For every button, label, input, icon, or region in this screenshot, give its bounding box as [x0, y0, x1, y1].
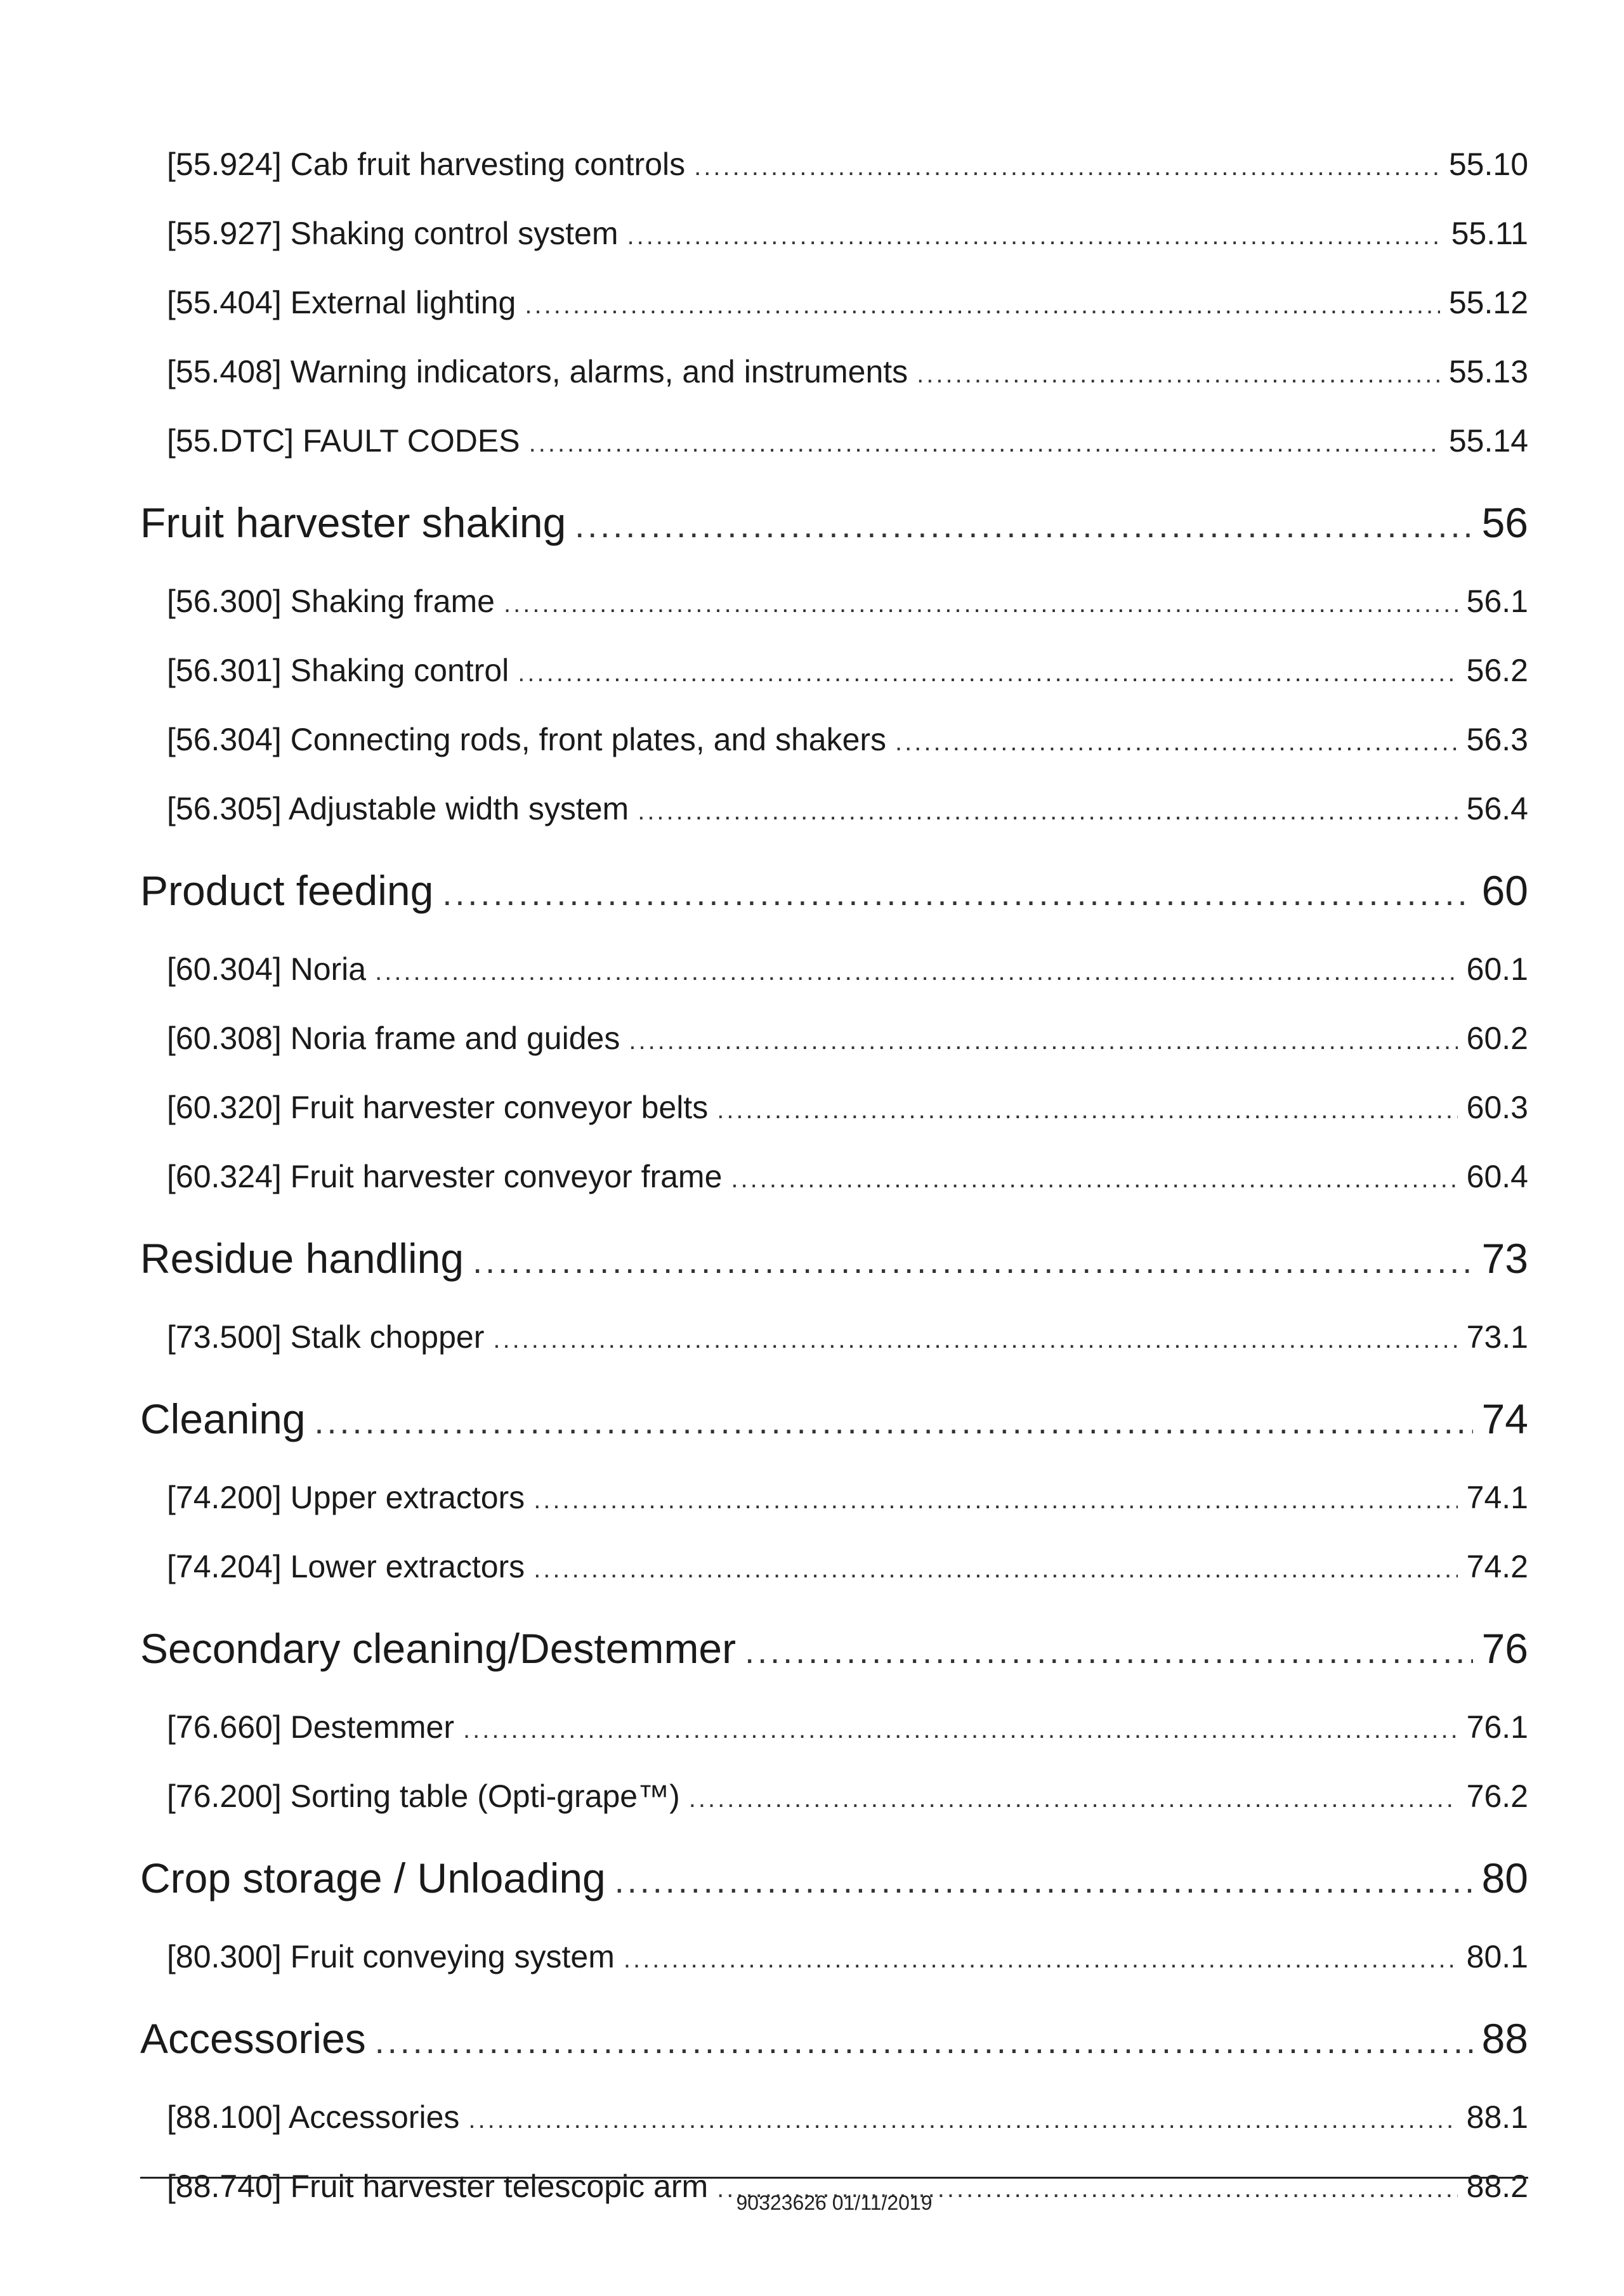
toc-entry-title: [56.300] Shaking frame: [167, 584, 495, 619]
toc-dot-leader: [493, 1305, 1457, 1372]
toc-entry-title: Crop storage / Unloading: [140, 1855, 606, 1901]
toc-dot-leader: [731, 1145, 1457, 1211]
toc-dot-leader: [525, 271, 1440, 337]
toc-subsection-entry[interactable]: [140, 636, 1528, 705]
toc-page-number: 76.1: [1466, 1709, 1528, 1745]
toc-page-number: 55.12: [1448, 285, 1528, 320]
toc-page-number: 88.1: [1466, 2099, 1528, 2135]
toc-entry-title: [88.100] Accessories: [167, 2099, 460, 2135]
toc-entry-title: Product feeding: [140, 867, 434, 914]
toc-subsection-entry[interactable]: [140, 268, 1528, 337]
toc-subsection-entry[interactable]: [140, 1922, 1528, 1992]
toc-page-number: 88.2: [1466, 2169, 1528, 2204]
footer-divider: [140, 2177, 1528, 2179]
toc-entry-title: [60.320] Fruit harvester conveyor belts: [167, 1090, 709, 1125]
toc-page-number: 60.2: [1466, 1021, 1528, 1056]
toc-page-number: 60.3: [1466, 1090, 1528, 1125]
toc-page-number: 56: [1481, 499, 1528, 546]
toc-subsection-entry[interactable]: [140, 1303, 1528, 1372]
toc-dot-leader: [917, 340, 1440, 407]
toc-section-entry[interactable]: [140, 1374, 1528, 1463]
toc-dot-leader: [534, 1535, 1457, 1601]
toc-entry-title: Secondary cleaning/Destemmer: [140, 1625, 737, 1672]
toc-dot-leader: [717, 1076, 1457, 1142]
toc-page-number: 56.3: [1466, 722, 1528, 757]
toc-entry-title: Residue handling: [140, 1235, 464, 1282]
toc-subsection-entry[interactable]: [140, 935, 1528, 1004]
toc-entry-title: Fruit harvester shaking: [140, 499, 566, 546]
toc-subsection-entry[interactable]: [140, 2083, 1528, 2152]
toc-page-number: 55.14: [1448, 423, 1528, 459]
toc-dot-leader: [375, 937, 1458, 1004]
toc-page-number: 73.1: [1466, 1319, 1528, 1355]
toc-page-number: 74: [1481, 1395, 1528, 1442]
toc-dot-leader: [518, 639, 1457, 705]
toc-dot-leader: [473, 1217, 1473, 1303]
toc-entry-title: [74.200] Upper extractors: [167, 1480, 525, 1515]
toc-dot-leader: [442, 849, 1472, 935]
toc-entry-title: [60.324] Fruit harvester conveyor frame: [167, 1159, 723, 1194]
toc-page-number: 88: [1481, 2015, 1528, 2062]
toc-entry-title: Cleaning: [140, 1395, 306, 1442]
toc-page-number: 60.1: [1466, 951, 1528, 987]
toc-entry-title: [76.660] Destemmer: [167, 1709, 454, 1745]
toc-subsection-entry[interactable]: [140, 337, 1528, 407]
toc-entry-title: [60.308] Noria frame and guides: [167, 1021, 620, 1056]
toc-page-number: 55.13: [1448, 354, 1528, 389]
toc-page-number: 55.11: [1451, 216, 1528, 251]
toc-dot-leader: [529, 409, 1440, 476]
toc-entry-title: [56.304] Connecting rods, front plates, and shakers: [167, 722, 887, 757]
toc-subsection-entry[interactable]: [140, 1463, 1528, 1532]
toc-dot-leader: [315, 1378, 1473, 1463]
toc-dot-leader: [689, 1764, 1458, 1831]
toc-dot-leader: [694, 133, 1440, 199]
toc-dot-leader: [468, 2085, 1457, 2152]
toc-subsection-entry[interactable]: [140, 1073, 1528, 1142]
toc-section-entry[interactable]: [140, 478, 1528, 567]
toc-subsection-entry[interactable]: [140, 130, 1528, 199]
toc-entry-title: Accessories: [140, 2015, 366, 2062]
toc-page-number: 76.2: [1466, 1778, 1528, 1814]
toc-section-entry[interactable]: [140, 1214, 1528, 1303]
toc-entry-title: [76.200] Sorting table (Opti-grape™): [167, 1778, 680, 1814]
toc-entry-title: [55.924] Cab fruit harvesting controls: [167, 147, 686, 182]
toc-dot-leader: [629, 1007, 1457, 1073]
toc-section-entry[interactable]: [140, 1604, 1528, 1693]
toc-entry-title: [55.927] Shaking control system: [167, 216, 619, 251]
toc-subsection-entry[interactable]: [140, 1762, 1528, 1831]
toc-dot-leader: [615, 1837, 1473, 1922]
toc-entry-title: [55.404] External lighting: [167, 285, 516, 320]
toc-dot-leader: [895, 708, 1458, 774]
toc-page-number: 80: [1481, 1855, 1528, 1901]
toc-dot-leader: [624, 1925, 1458, 1992]
toc-dot-leader: [575, 481, 1472, 567]
footer-doc-id: 90323626 01/11/2019: [736, 2191, 933, 2214]
toc-page-number: 73: [1481, 1235, 1528, 1282]
table-of-contents: [140, 130, 1528, 2221]
toc-page-number: 74.2: [1466, 1549, 1528, 1584]
toc-page-number: 56.4: [1466, 791, 1528, 826]
toc-page-number: 60: [1481, 867, 1528, 914]
toc-subsection-entry[interactable]: [140, 407, 1528, 476]
toc-dot-leader: [534, 1466, 1457, 1532]
toc-section-entry[interactable]: [140, 1834, 1528, 1922]
toc-entry-title: [56.301] Shaking control: [167, 653, 509, 688]
toc-entry-title: [74.204] Lower extractors: [167, 1549, 525, 1584]
toc-dot-leader: [627, 202, 1443, 268]
toc-section-entry[interactable]: [140, 1994, 1528, 2083]
toc-subsection-entry[interactable]: [140, 1004, 1528, 1073]
toc-page-number: 74.1: [1466, 1480, 1528, 1515]
toc-page-number: 56.1: [1466, 584, 1528, 619]
toc-subsection-entry[interactable]: [140, 1532, 1528, 1601]
toc-entry-title: [56.305] Adjustable width system: [167, 791, 629, 826]
toc-entry-title: [55.DTC] FAULT CODES: [167, 423, 520, 459]
toc-page-number: 56.2: [1466, 653, 1528, 688]
toc-dot-leader: [463, 1695, 1458, 1762]
toc-subsection-entry[interactable]: [140, 705, 1528, 774]
toc-page-number: 60.4: [1466, 1159, 1528, 1194]
toc-subsection-entry[interactable]: [140, 774, 1528, 844]
toc-subsection-entry[interactable]: [140, 567, 1528, 636]
toc-entry-title: [88.740] Fruit harvester telescopic arm: [167, 2169, 709, 2204]
toc-section-entry[interactable]: [140, 846, 1528, 935]
toc-page-number: 55.10: [1448, 147, 1528, 182]
toc-page-number: 80.1: [1466, 1939, 1528, 1974]
toc-dot-leader: [745, 1607, 1472, 1693]
toc-subsection-entry[interactable]: [140, 199, 1528, 268]
toc-subsection-entry[interactable]: [140, 1142, 1528, 1211]
toc-dot-leader: [638, 777, 1457, 844]
toc-entry-title: [73.500] Stalk chopper: [167, 1319, 485, 1355]
toc-entry-title: [55.408] Warning indicators, alarms, and instruments: [167, 354, 908, 389]
toc-page-number: 76: [1481, 1625, 1528, 1672]
toc-dot-leader: [504, 570, 1458, 636]
toc-dot-leader: [375, 1997, 1473, 2083]
toc-entry-title: [80.300] Fruit conveying system: [167, 1939, 615, 1974]
toc-entry-title: [60.304] Noria: [167, 951, 367, 987]
toc-subsection-entry[interactable]: [140, 1693, 1528, 1762]
